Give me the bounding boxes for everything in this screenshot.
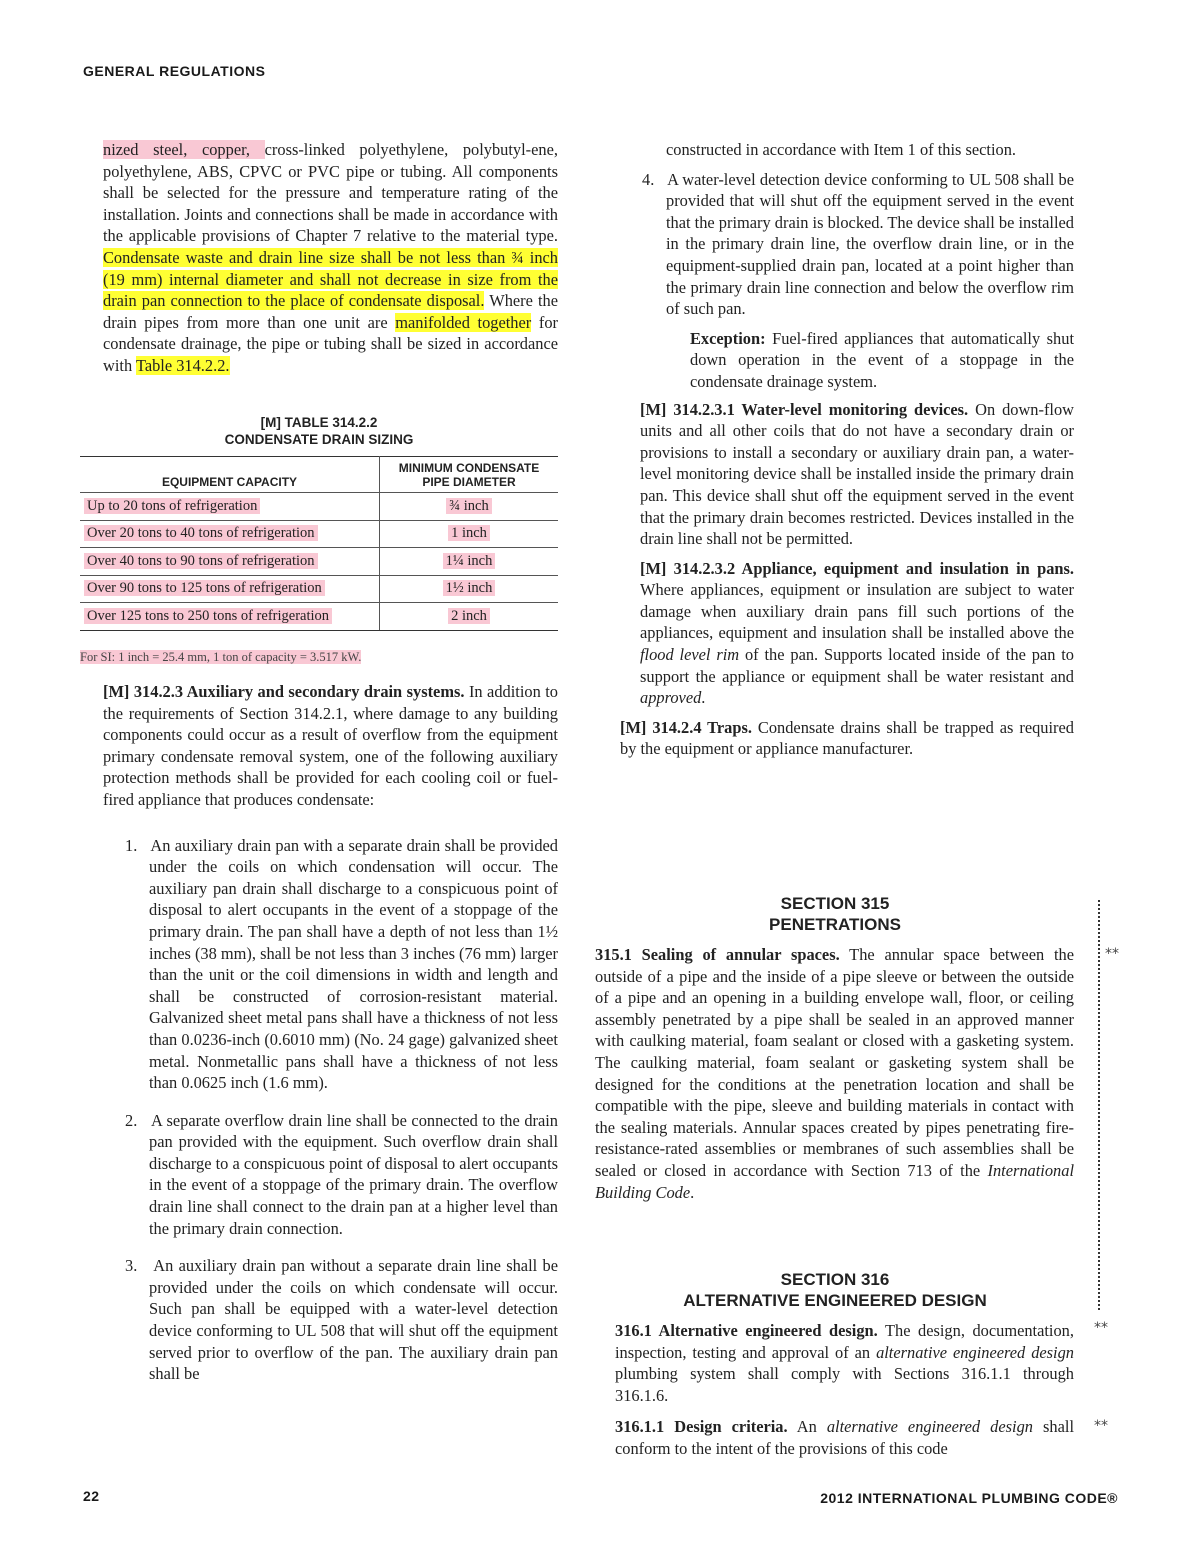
table-footnote: For SI: 1 inch = 25.4 mm, 1 ton of capacity = 3.517 kW. bbox=[80, 650, 362, 664]
capacity-cell: Over 20 tons to 40 tons of refrigeration bbox=[84, 525, 318, 541]
capacity-cell: Over 90 tons to 125 tons of refrigeration bbox=[84, 580, 325, 596]
intro-paragraph: nized steel, copper, cross-linked polyethylene, polybutyl-ene, polyethylene, ABS, CPVC or PVC pipe or tubing. All components shall be selected for the pressure and temperature rating of the installation. Joints and connections shall be made in accordance with the applicable provisions of Chapter 7 relative to the material type. Condensate waste and drain line size shall be not less than ¾ inch (19 mm) internal diameter and shall not decrease in size from the drain pan connection to the place of condensate disposal. Where the drain pipes from more than one unit are manifolded together for condensate drainage, the pipe or tubing shall be sized in accordance with Table 314.2.2. bbox=[103, 140, 558, 375]
section-316-1-1: 316.1.1 Design criteria. An alternative engineered design shall conform to the intent of the provisions of this code bbox=[615, 1417, 1074, 1458]
section-heading: 315.1 Sealing of annular spaces. bbox=[595, 945, 840, 964]
table-title: CONDENSATE DRAIN SIZING bbox=[224, 432, 414, 447]
section-heading: [M] 314.2.3 Auxiliary and secondary drain systems. bbox=[103, 682, 465, 701]
page-number: 22 bbox=[83, 1488, 100, 1504]
col-header-capacity: EQUIPMENT CAPACITY bbox=[80, 457, 380, 493]
exception-label: Exception: bbox=[690, 328, 766, 348]
running-header: GENERAL REGULATIONS bbox=[83, 63, 266, 79]
list-item: 2. A separate overflow drain line shall be connected to the drain pan provided with the equipment. Such overflow drain shall discharge to a conspicuous point of disposal to alert occupants in the event of a stoppage of the primary drain. The overflow drain line shall connect to the drain pan at a higher level than the primary drain connection. bbox=[125, 1110, 558, 1238]
section-314-2-4: [M] 314.2.4 Traps. Condensate drains shall be trapped as required by the equipment or appliance manufacturer. bbox=[620, 717, 1074, 759]
section-315-1: 315.1 Sealing of annular spaces. The annular space between the outside of a pipe and the inside of a pipe sleeve or between the outside of a pipe and an opening in a building envelope wall, floor, or ceiling assembly penetrated by a pipe shall be sealed in an approved manner with caulking material, foam sealant or closed with a gasketing system. The caulking material, foam sealant or gasketing system shall be designed for the conditions at the penetration location and shall be compatible with the pipe, sleeve and building materials in contact with the sealing materials. Annular spaces created by pipes penetrating fire-resistance-rated assemblies or membranes of such assemblies shall be sealed or closed in accordance with Section 713 of the International Building Code. bbox=[595, 945, 1074, 1202]
condensate-drain-table bbox=[80, 456, 558, 631]
change-marker: ** bbox=[1094, 1320, 1108, 1336]
section-heading: 316.1.1 Design criteria. bbox=[615, 1417, 788, 1437]
table-row bbox=[80, 603, 558, 631]
table-row bbox=[80, 493, 558, 521]
left-column bbox=[103, 139, 558, 377]
section-heading: [M] 314.2.3.1 Water-level monitoring devices. bbox=[640, 399, 969, 419]
pink-highlight: nized steel, copper, bbox=[103, 140, 265, 159]
item-3-continuation: constructed in accordance with Item 1 of this section. bbox=[666, 140, 1017, 159]
change-marker: ** bbox=[1094, 1418, 1108, 1434]
capacity-cell: Up to 20 tons of refrigeration bbox=[84, 498, 260, 514]
right-column bbox=[620, 139, 1074, 760]
list-item: 4. A water-level detection device conforming to UL 508 shall be provided that will shut off the equipment served in the event that the primary drain is blocked. The device shall be installed in the primary drain line, the overflow drain line, or in the equipment-supplied drain pan, located at a point higher than the primary drain line connection and below the overflow rim of such pan. bbox=[642, 169, 1074, 319]
section-314-2-3-2: [M] 314.2.3.2 Appliance, equipment and insulation in pans. Where appliances, equipment or insulation are subject to water damage when auxiliary drain pans fill such portions of the appliances, equipment and insulation shall be installed above the flood level rim of the pan. Supports located inside of the pan to support the appliance or equipment shall be water resistant and approved. bbox=[640, 558, 1075, 708]
section-315-heading: SECTION 315 PENETRATIONS bbox=[769, 894, 901, 934]
diameter-cell: 2 inch bbox=[448, 608, 490, 624]
section-314-2-3: [M] 314.2.3 Auxiliary and secondary drain systems. In addition to the requirements of Section 314.2.1, where damage to any building components could occur as a result of overflow from the equipment primary condensate removal system, one of the following auxiliary protection methods shall be provided for each cooling coil or fuel-fired appliance that produces condensate: bbox=[103, 682, 558, 809]
col-header-diameter: MINIMUM CONDENSATE PIPE DIAMETER bbox=[380, 457, 559, 493]
table-row bbox=[80, 548, 558, 576]
list-item: 1. An auxiliary drain pan with a separate drain shall be provided under the coils on which condensation will occur. The auxiliary pan drain shall discharge to a conspicuous point of disposal to alert occupants in the event of a stoppage of the primary drain. The pan shall have a depth of not less than 1½ inches (38 mm), shall be not less than 3 inches (76 mm) larger than the unit or the coil dimensions in width and length and shall be constructed of corrosion-resistant material. Galvanized sheet metal pans shall have a thickness of not less than 0.0236-inch (0.6010 mm) (No. 24 gage) galvanized sheet metal. Nonmetallic pans shall have a thickness of not less than 0.0625 inch (1.6 mm). bbox=[125, 835, 558, 1093]
change-bar bbox=[1098, 900, 1103, 1310]
capacity-cell: Over 40 tons to 90 tons of refrigeration bbox=[84, 553, 318, 569]
table-number: [M] TABLE 314.2.2 bbox=[260, 415, 378, 430]
list-item: 3. An auxiliary drain pan without a separate drain line shall be provided under the coils on which condensate will occur. Such pan shall be equipped with a water-level detection device conforming to UL 508 that will shut off the equipment served prior to overflow of the pan. The auxiliary drain pan shall be bbox=[125, 1256, 558, 1384]
book-title: 2012 INTERNATIONAL PLUMBING CODE® bbox=[820, 1490, 1118, 1506]
left-column-lower bbox=[103, 681, 558, 1385]
section-heading: [M] 314.2.4 Traps. bbox=[620, 717, 752, 737]
section-316-1: 316.1 Alternative engineered design. The design, documentation, inspection, testing and approval of an alternative engineered design plumbing system shall comply with Sections 316.1.1 through 316.1.6. 316.1.1 Design criteria. An alternative engineered design shall conform to the intent of the provisions of this code bbox=[595, 1320, 1074, 1460]
section-316-heading: SECTION 316 ALTERNATIVE ENGINEERED DESIGN bbox=[683, 1270, 987, 1310]
yellow-highlight: manifolded together bbox=[395, 312, 532, 332]
capacity-cell: Over 125 tons to 250 tons of refrigeration bbox=[84, 608, 332, 624]
change-marker: ** bbox=[1105, 946, 1119, 962]
table-reference-link[interactable]: Table 314.2.2. bbox=[135, 355, 230, 375]
section-314-2-3-1: [M] 314.2.3.1 Water-level monitoring devices. On down-flow units and all other coils that do not have a secondary drain or provisions to install a secondary or auxiliary drain pan, a water-level monitoring device shall be installed inside the primary drain pan. This device shall shut off the equipment served in the event that the primary drain becomes restricted. Devices installed in the drain line shall not be permitted. bbox=[640, 399, 1074, 549]
section-heading: 316.1 Alternative engineered design. bbox=[615, 1321, 878, 1340]
exception: Exception: Fuel-fired appliances that automatically shut down operation in the event of a stoppage in the condensate drainage system. bbox=[690, 328, 1074, 391]
table-caption bbox=[80, 414, 558, 448]
table-row bbox=[80, 520, 558, 548]
diameter-cell: 1¼ inch bbox=[443, 553, 496, 569]
diameter-cell: 1½ inch bbox=[443, 580, 496, 596]
table-row bbox=[80, 575, 558, 603]
diameter-cell: ¾ inch bbox=[446, 498, 491, 514]
diameter-cell: 1 inch bbox=[448, 525, 490, 541]
section-heading: [M] 314.2.3.2 Appliance, equipment and insulation in pans. bbox=[640, 558, 1074, 578]
yellow-highlight: Condensate waste and drain line size shall be not less than ¾ inch (19 mm) internal diameter and shall not decrease in size from the drain pan connection to the place of condensate disposal. bbox=[103, 247, 558, 311]
